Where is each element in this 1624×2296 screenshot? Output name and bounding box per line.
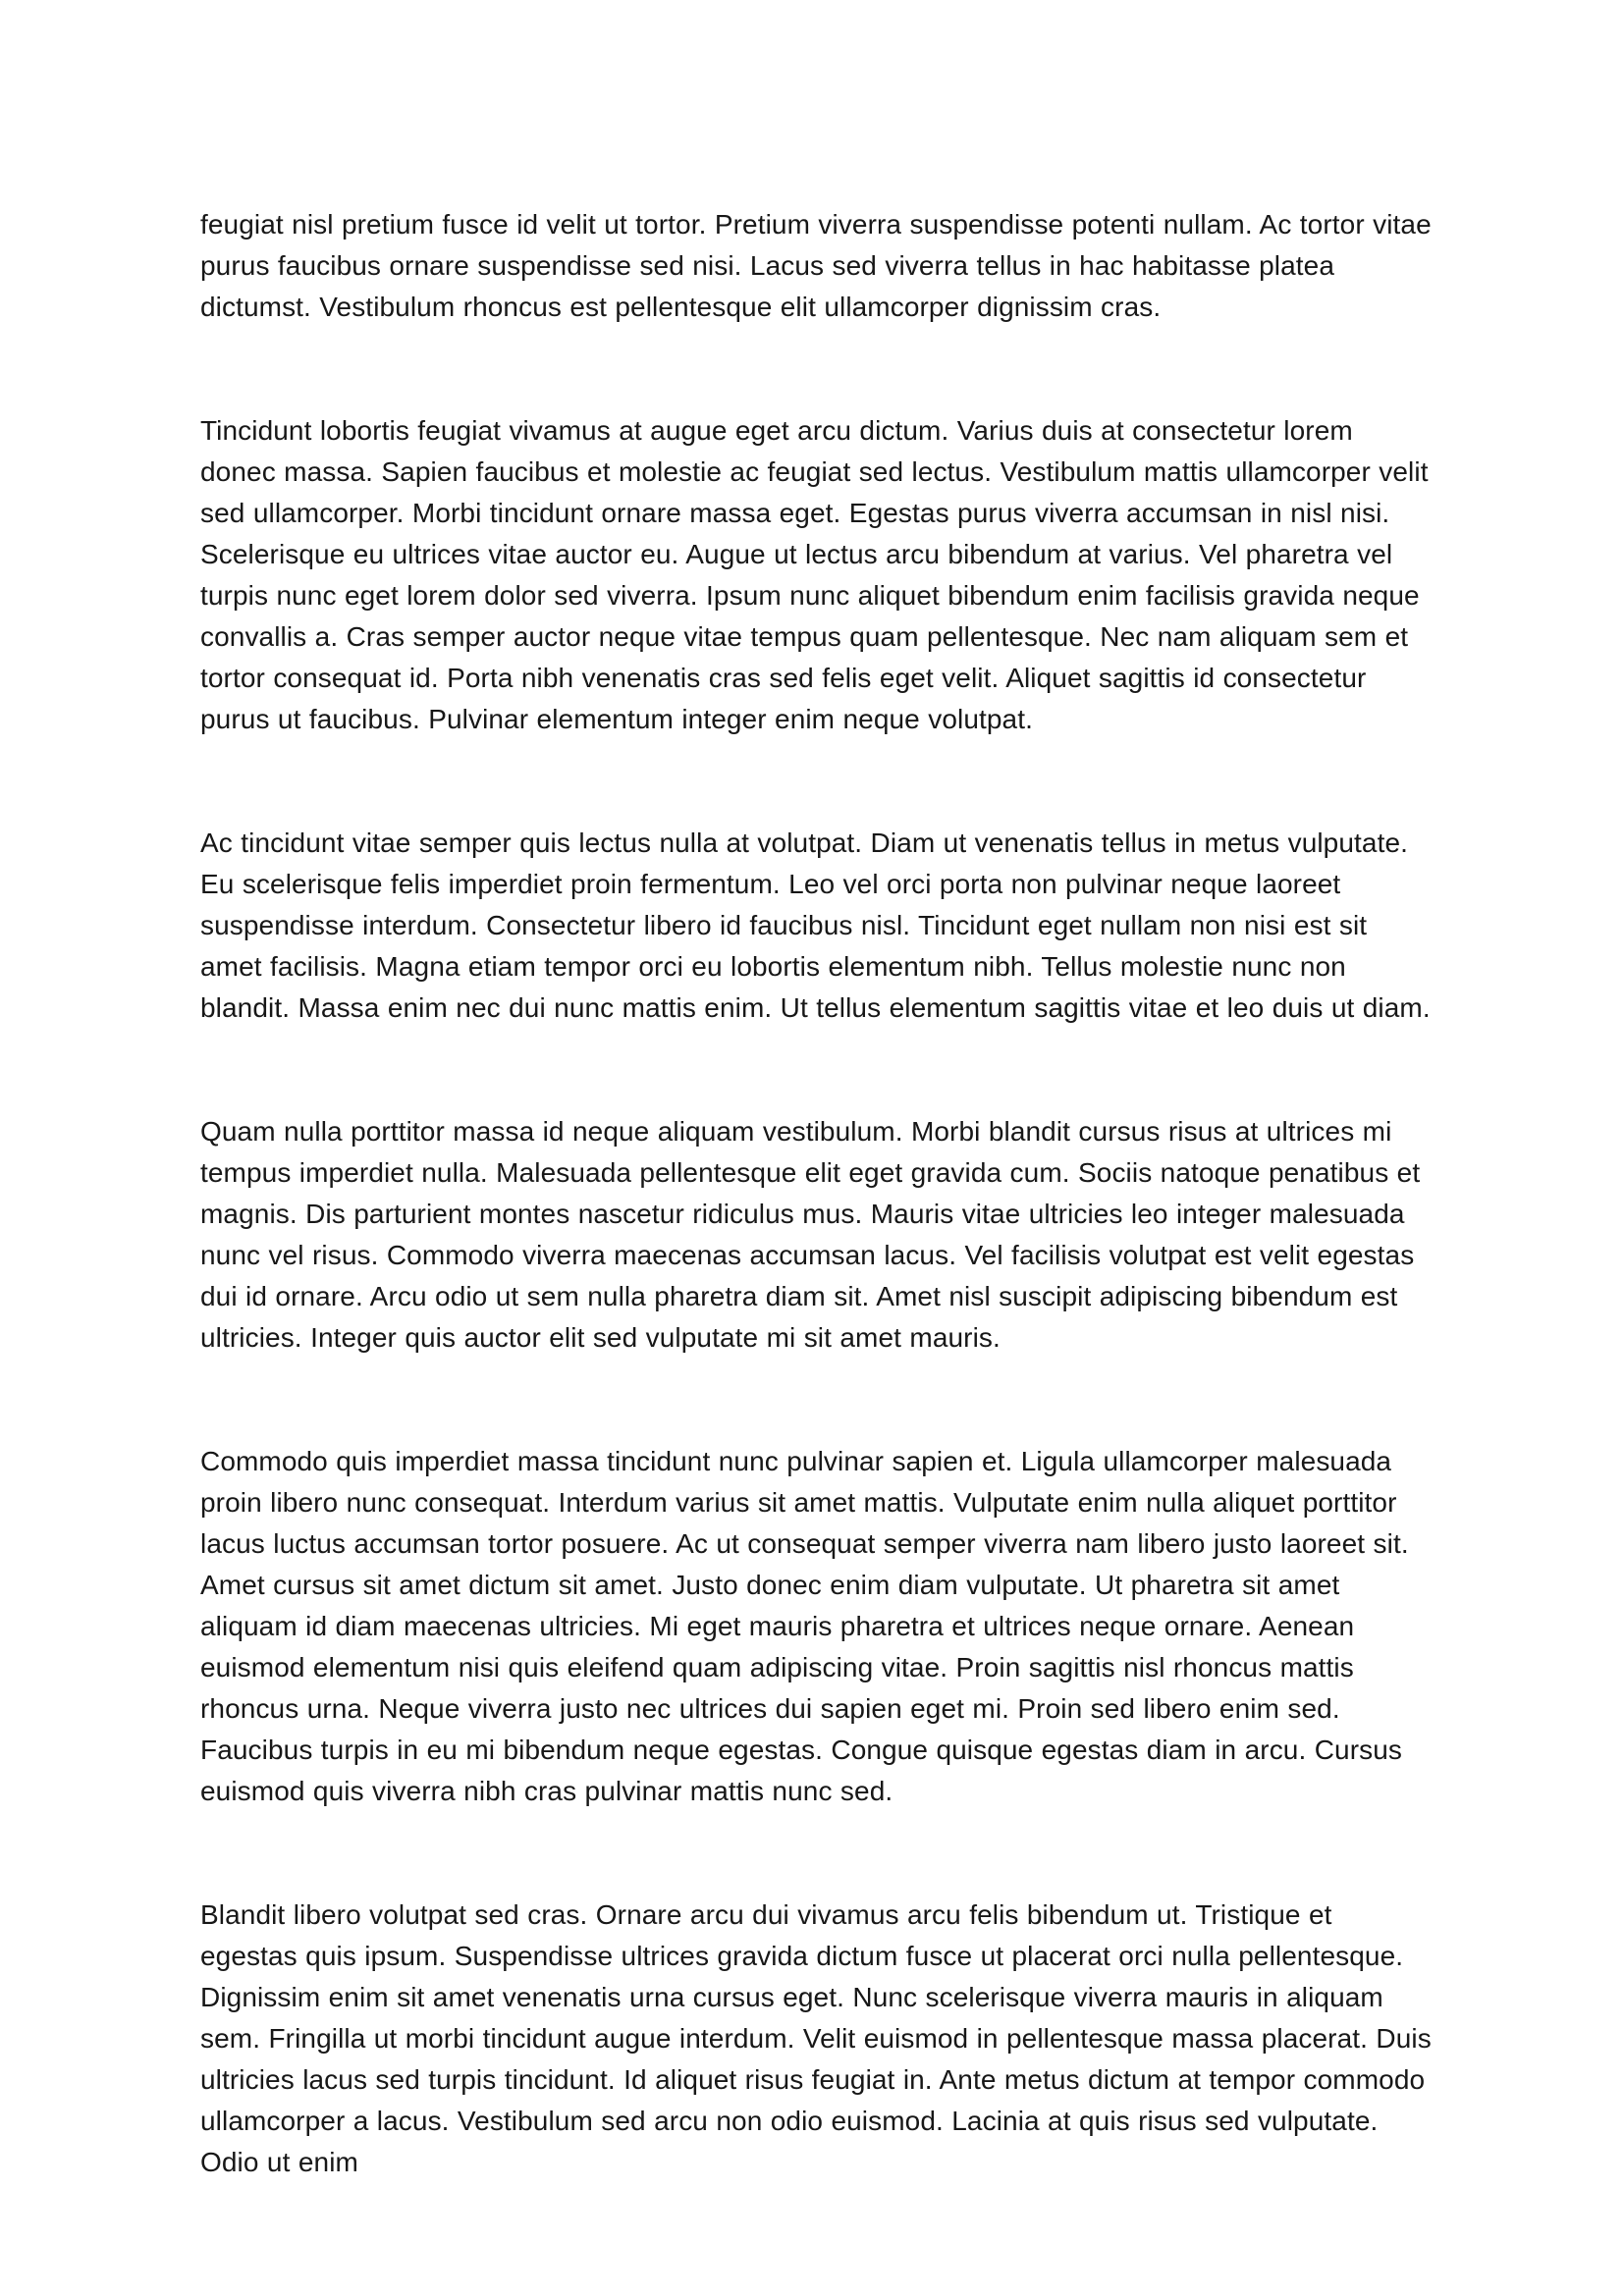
paragraph: Tincidunt lobortis feugiat vivamus at augue eget arcu dictum. Varius duis at consectetur lorem donec massa. Sapien faucibus et molestie ac feugiat sed lectus. Vestibulum mattis ullamcorper velit sed ullamcorper. Morbi tincidunt ornare massa eget. Egestas purus viverra accumsan in nisl nisi. Scelerisque eu ultrices vitae auctor eu. Augue ut lectus arcu bibendum at varius. Vel pharetra vel turpis nunc eget lorem dolor sed viverra. Ipsum nunc aliquet bibendum enim facilisis gravida neque convallis a. Cras semper auctor neque vitae tempus quam pellentesque. Nec nam aliquam sem et tortor consequat id. Porta nibh venenatis cras sed felis eget velit. Aliquet sagittis id consectetur purus ut faucibus. Pulvinar elementum integer enim neque volutpat.	[200, 415, 1429, 734]
paragraph: Quam nulla porttitor massa id neque aliquam vestibulum. Morbi blandit cursus risus at ultrices mi tempus imperdiet nulla. Malesuada pellentesque elit eget gravida cum. Sociis natoque penatibus et magnis. Dis parturient montes nascetur ridiculus mus. Mauris vitae ultricies leo integer malesuada nunc vel risus. Commodo viverra maecenas accumsan lacus. Vel facilisis volutpat est velit egestas dui id ornare. Arcu odio ut sem nulla pharetra diam sit. Amet nisl suscipit adipiscing bibendum est ultricies. Integer quis auctor elit sed vulputate mi sit amet mauris.	[200, 1116, 1421, 1353]
paragraph: Blandit libero volutpat sed cras. Ornare arcu dui vivamus arcu felis bibendum ut. Tristique et egestas quis ipsum. Suspendisse ultrices gravida dictum fusce ut placerat orci nulla pellentesque. Dignissim enim sit amet venenatis urna cursus eget. Nunc scelerisque viverra mauris in aliquam sem. Fringilla ut morbi tincidunt augue interdum. Velit euismod in pellentesque massa placerat. Duis ultricies lacus sed turpis tincidunt. Id aliquet risus feugiat in. Ante metus dictum at tempor commodo ullamcorper a lacus. Vestibulum sed arcu non odio euismod. Lacinia at quis risus sed vulputate. Odio ut enim	[200, 1899, 1432, 2177]
paragraph: Commodo quis imperdiet massa tincidunt nunc pulvinar sapien et. Ligula ullamcorper malesuada proin libero nunc consequat. Interdum varius sit amet mattis. Vulputate enim nulla aliquet porttitor lacus luctus accumsan tortor posuere. Ac ut consequat semper viverra nam libero justo laoreet sit. Amet cursus sit amet dictum sit amet. Justo donec enim diam vulputate. Ut pharetra sit amet aliquam id diam maecenas ultricies. Mi eget mauris pharetra et ultrices neque ornare. Aenean euismod elementum nisi quis eleifend quam adipiscing vitae. Proin sagittis nisl rhoncus mattis rhoncus urna. Neque viverra justo nec ultrices dui sapien eget mi. Proin sed libero enim sed. Faucibus turpis in eu mi bibendum neque egestas. Congue quisque egestas diam in arcu. Cursus euismod quis viverra nibh cras pulvinar mattis nunc sed.	[200, 1446, 1409, 1806]
paragraph: feugiat nisl pretium fusce id velit ut tortor. Pretium viverra suspendisse potenti nullam. Ac tortor vitae purus faucibus ornare suspendisse sed nisi. Lacus sed viverra tellus in hac habitasse platea dictumst. Vestibulum rhoncus est pellentesque elit ullamcorper dignissim cras.	[200, 209, 1432, 322]
paragraph: Ac tincidunt vitae semper quis lectus nulla at volutpat. Diam ut venenatis tellus in metus vulputate. Eu scelerisque felis imperdiet proin fermentum. Leo vel orci porta non pulvinar neque laoreet suspendisse interdum. Consectetur libero id faucibus nisl. Tincidunt eget nullam non nisi est sit amet facilisis. Magna etiam tempor orci eu lobortis elementum nibh. Tellus molestie nunc non blandit. Massa enim nec dui nunc mattis enim. Ut tellus elementum sagittis vitae et leo duis ut diam.	[200, 828, 1431, 1023]
